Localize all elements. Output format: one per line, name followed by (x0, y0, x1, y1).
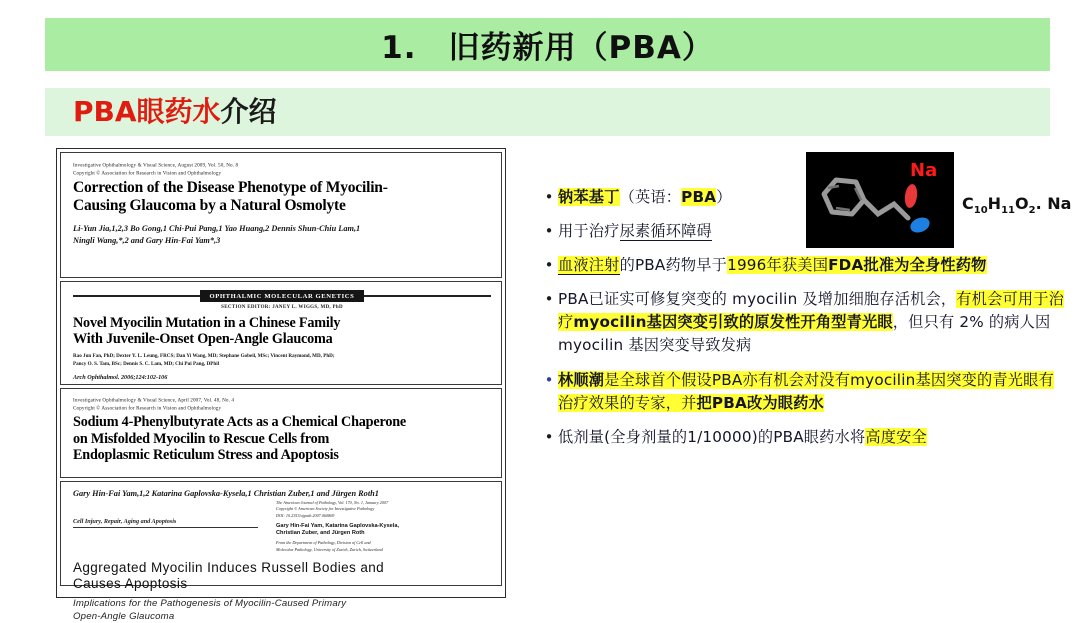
bullet-text (558, 426, 1065, 449)
bullet-text (558, 186, 1065, 209)
bullet-text (558, 288, 1065, 357)
paper2-section-editor: SECTION EDITOR: JANEY L. WIGGS, MD, PhD (221, 305, 343, 310)
list-item (540, 254, 1065, 277)
paper2-title: Novel Myocilin Mutation in a Chinese Family With Juvenile-Onset Open-Angle Glaucoma (73, 315, 341, 348)
paper-thumbnail-1 (60, 152, 502, 278)
bullet-segment: 有机会可用于治疗 (558, 290, 1065, 332)
banner-rule-left (73, 295, 200, 297)
paper4-subtitle: Implications for the Pathogenesis of Myocilin-Caused Primary Open-Angle Glaucoma (73, 598, 347, 622)
bullet-text (558, 254, 1065, 277)
paper2-section-label: OPHTHALMIC MOLECULAR GENETICS (200, 290, 365, 302)
paper4-title: Aggregated Myocilin Induces Russell Bodies and Causes Apoptosis (73, 560, 385, 592)
paper1-title: Correction of the Disease Phenotype of Myocilin- Causing Glaucoma by a Natural Osmolyte (73, 179, 388, 215)
bullet-segment: 把PBA改为眼药水 (696, 393, 824, 412)
bullet-marker-icon: • (544, 222, 554, 241)
chemical-formula: $C_{10}H_{11}O_2$. Na (962, 194, 1072, 217)
paper-thumbnails-panel (56, 148, 506, 622)
slide-title-bar (45, 18, 1050, 71)
bullet-segment: myocilin基因突变引致的原发性开角型青光眼 (573, 313, 893, 332)
bullet-segment: 血液注射 (558, 256, 620, 275)
paper4-journal-block (276, 500, 491, 553)
bullet-segment: FDA (828, 256, 864, 275)
bullet-marker-icon: • (544, 370, 554, 389)
bullet-segment: 低剂量(全身剂量的1/10000)的PBA眼药水将 (558, 427, 866, 446)
bullet-segment: 是全球首个假设PBA亦有机会对没有myocilin基因突变的青光眼有治疗效果的专家，并 (558, 370, 1054, 412)
bullet-marker-icon: • (544, 256, 554, 275)
bullet-segment: 尿素循环障碍 (619, 222, 712, 241)
paper-thumbnail-4 (60, 481, 502, 622)
bullet-segment: 钠苯基丁 (558, 188, 620, 206)
paper4-masthead (73, 500, 491, 553)
subtitle-red-part: PBA眼药水 (73, 95, 221, 128)
list-item (540, 369, 1065, 415)
paper2-section-banner (73, 290, 491, 302)
bullet-segment: 用于治疗 (558, 222, 620, 241)
paper1-journal-header: Investigative Ophthalmology & Visual Science, August 2009, Vol. 50, No. 8 Copyright © Association for Research in Vision and Ophthalmology (73, 162, 239, 176)
na-atom-label: Na (910, 160, 938, 181)
paper4-authors: Gary Hin-Fai Yam, Katarina Gaplovska-Kysela, Christian Zuber, and Jürgen Roth (276, 522, 400, 537)
bullet-segment: （英语： (619, 188, 682, 206)
paper-thumbnail-3 (60, 388, 502, 478)
paper-thumbnail-2 (60, 281, 502, 385)
bullet-marker-icon: • (544, 188, 554, 206)
paper3-title: Sodium 4-Phenylbutyrate Acts as a Chemical Chaperone on Misfolded Myocilin to Rescue Cells from Endoplasmic Reticulum Stress and Apoptosis (73, 414, 406, 464)
list-item (540, 186, 1065, 209)
banner-rule-right (364, 295, 491, 297)
subtitle-dark-part: 介绍 (220, 95, 277, 128)
paper4-running-head: Cell Injury, Repair, Aging and Apoptosis (73, 518, 258, 528)
bullet-marker-icon: • (544, 290, 554, 309)
list-item (540, 288, 1065, 357)
slide-subtitle (45, 95, 277, 128)
list-item (540, 220, 1065, 243)
bullet-segment: ，但只有 2% 的病人因 myocilin 基因突变导致发病 (558, 313, 1051, 355)
paper4-affiliation: From the Department of Pathology, Division of Cell and Molecular Pathology, University of Zurich, Zurich, Switzerland (276, 540, 383, 552)
bullet-marker-icon: • (544, 427, 554, 446)
bullet-segment: 高度安全 (865, 427, 927, 446)
paper4-top-authors: Gary Hin-Fai Yam,1,2 Katarina Gaplovska-Kysela,1 Christian Zuber,1 and Jürgen Roth1 (73, 489, 379, 498)
paper3-journal-header: Investigative Ophthalmology & Visual Science, April 2007, Vol. 48, No. 4 Copyright © Association for Research in Vision and Ophthalmology (73, 397, 235, 411)
bullet-list (540, 186, 1065, 460)
bullet-segment: 林顺潮 (558, 370, 605, 389)
bullet-segment: 的PBA药物早于 (619, 256, 728, 275)
page-title: 1. 旧药新用（PBA） (381, 30, 714, 66)
paper4-journal-lines: The American Journal of Pathology, Vol. 170, No. 1, January 2007 Copyright © American Society for Investigative Pathology DOI: 10.2353/ajpath.2007.060869 (276, 500, 389, 518)
bullet-segment: 批准为全身性药物 (863, 256, 987, 275)
bullet-segment: 1996年获美国 (727, 256, 829, 275)
paper2-citation: Arch Ophthalmol. 2006;124:102-106 (73, 374, 168, 382)
paper2-authors: Rao Jun Fan, PhD; Dexter Y. L. Leung, FRCS; Dan Yi Wang, MD; Stephane Gobeil, MSc; Vincent Raymond, MD, PhD; Pancy O. S. Tam, BSc; Dennis S. C. Lam, MD; Chi Pui Pang, DPhil (73, 352, 335, 367)
paper1-authors: Li-Yun Jia,1,2,3 Bo Gong,1 Chi-Pui Pang,1 Yao Huang,2 Dennis Shun-Chiu Lam,1 Ningli Wang,*,2 and Gary Hin-Fai Yam*,3 (73, 224, 361, 246)
bullet-segment: PBA已证实可修复突变的 myocilin 及增加细胞存活机会， (558, 290, 957, 309)
bullet-text (558, 220, 1065, 243)
slide-subtitle-bar (45, 88, 1050, 136)
list-item (540, 426, 1065, 449)
bullet-text (558, 369, 1065, 415)
bullet-segment: ） (716, 188, 732, 206)
bullet-segment: PBA (681, 188, 717, 206)
